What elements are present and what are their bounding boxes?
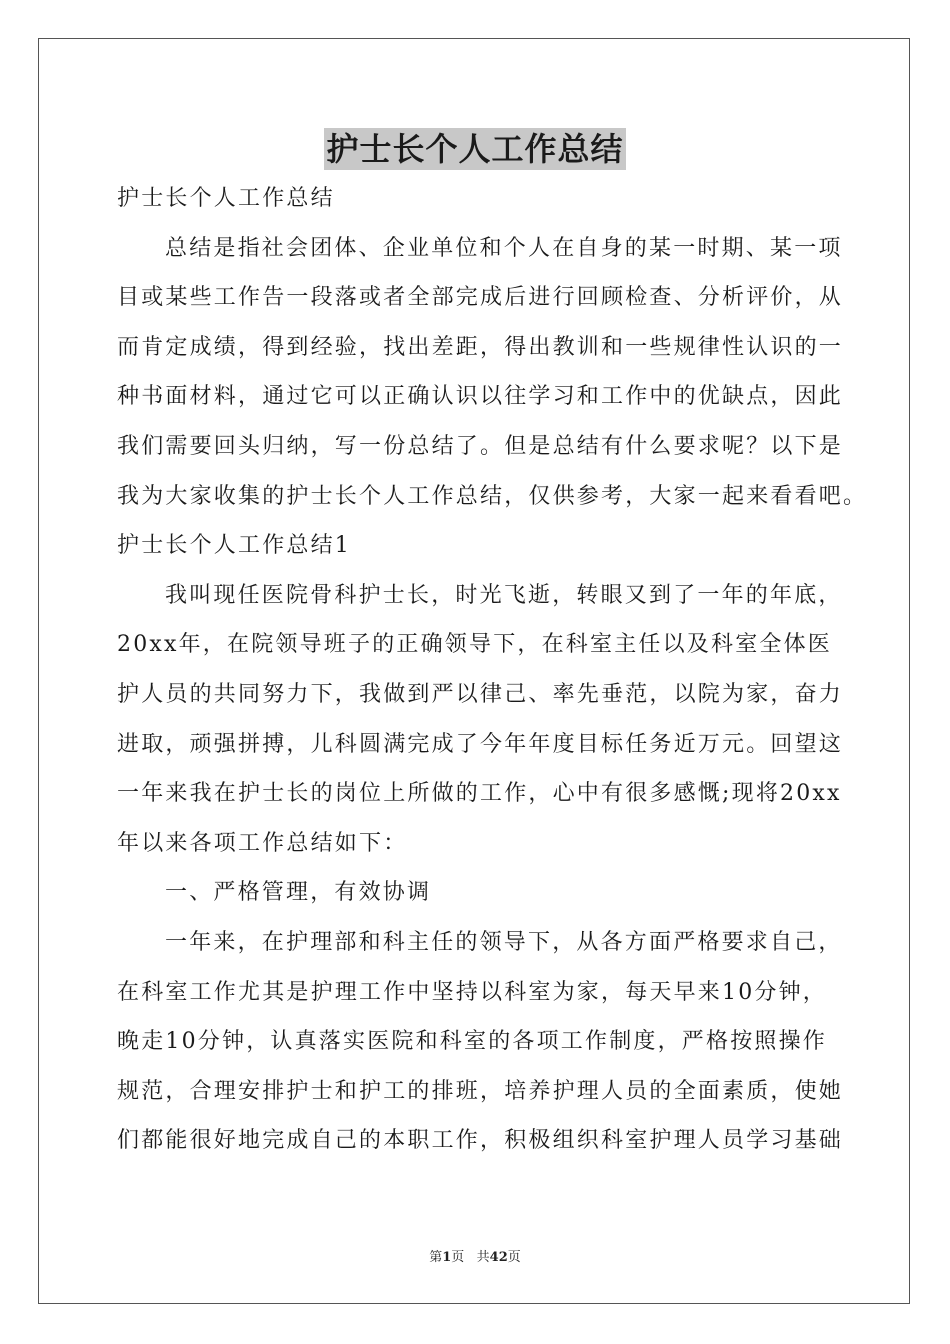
text-line: 我们需要回头归纳，写一份总结了。但是总结有什么要求呢？以下是 — [117, 433, 844, 459]
text-line: 一、严格管理，有效协调 — [165, 880, 432, 906]
text-line: 们都能很好地完成自己的本职工作，积极组织科室护理人员学习基础 — [117, 1128, 844, 1154]
text-line: 目或某些工作告一段落或者全部完成后进行回顾检查、分析评价，从 — [117, 285, 844, 311]
text-line: 一年来，在护理部和科主任的领导下，从各方面严格要求自己， — [165, 929, 843, 955]
footer-middle: 页 共 — [451, 1250, 490, 1265]
text-line: 晚走10分钟，认真落实医院和科室的各项工作制度，严格按照操作 — [117, 1029, 827, 1055]
text-line: 在科室工作尤其是护理工作中坚持以科室为家，每天早来10分钟， — [117, 979, 827, 1005]
text-line: 我叫现任医院骨科护士长，时光飞逝，转眼又到了一年的年底， — [165, 582, 843, 608]
document-title: 护士长个人工作总结 — [326, 130, 624, 168]
text-line: 护人员的共同努力下，我做到严以律己、率先垂范，以院为家，奋力 — [117, 681, 844, 707]
text-line: 而肯定成绩，得到经验，找出差距，得出教训和一些规律性认识的一 — [117, 334, 844, 360]
text-line: 种书面材料，通过它可以正确认识以往学习和工作中的优缺点，因此 — [117, 384, 844, 410]
text-line: 进取，顽强拼搏，儿科圆满完成了今年年度目标任务近万元。回望这 — [117, 731, 844, 757]
text-line: 护士长个人工作总结 — [117, 186, 335, 211]
title-wrap — [0, 128, 950, 170]
page-footer — [0, 1246, 950, 1265]
text-line: 一年来我在护士长的岗位上所做的工作，心中有很多感慨;现将20xx — [117, 781, 842, 807]
text-line: 规范，合理安排护士和护工的排班，培养护理人员的全面素质，使她 — [117, 1078, 844, 1104]
text-line: 总结是指社会团体、企业单位和个人在自身的某一时期、某一项 — [165, 235, 843, 261]
footer-total-pages: 42 — [489, 1250, 508, 1265]
text-line: 年以来各项工作总结如下： — [117, 830, 408, 856]
text-line: 我为大家收集的护士长个人工作总结，仅供参考，大家一起来看看吧。 — [117, 483, 868, 509]
footer-prefix: 第 — [429, 1250, 443, 1265]
text-line: 护士长个人工作总结1 — [117, 533, 351, 559]
text-line: 20xx年，在院领导班子的正确领导下，在科室主任以及科室全体医 — [117, 632, 833, 658]
footer-suffix: 页 — [507, 1250, 521, 1265]
footer-page-number: 1 — [442, 1250, 452, 1265]
document-body — [117, 174, 868, 1166]
